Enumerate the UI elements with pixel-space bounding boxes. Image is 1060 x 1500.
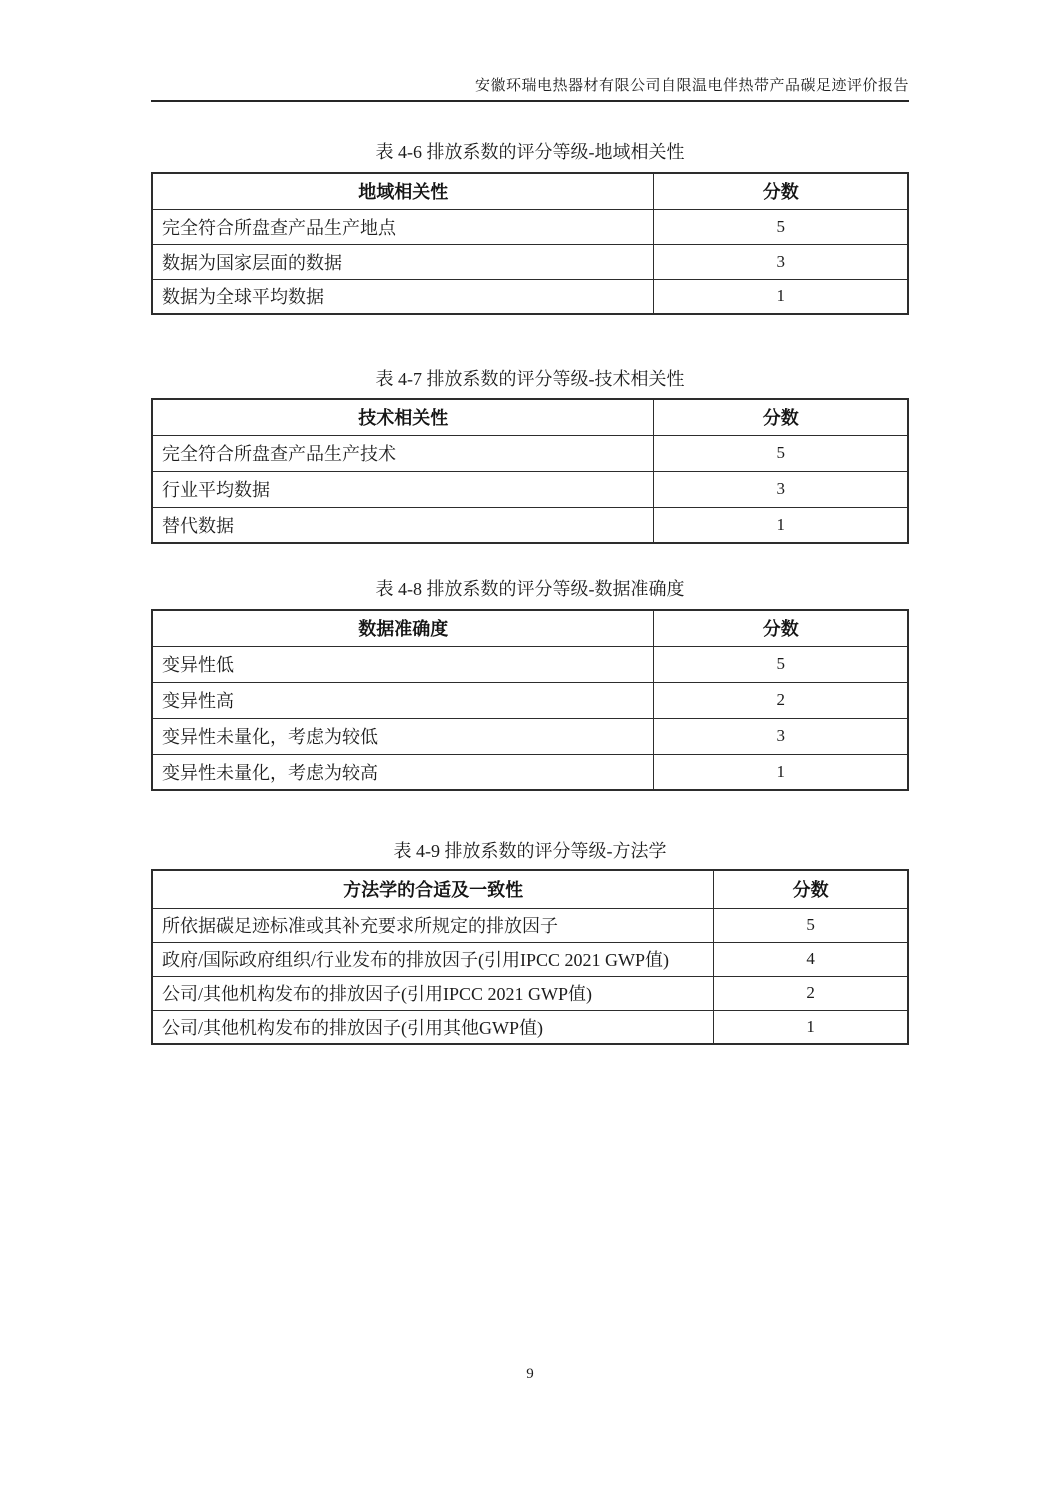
score-cell: 4 [714,942,908,976]
score-cell: 3 [654,718,908,754]
table-4-8-score-header: 分数 [654,610,908,646]
score-cell: 3 [654,471,908,507]
criteria-cell: 替代数据 [152,507,654,543]
table-row [152,1010,908,1044]
score-cell: 2 [654,682,908,718]
criteria-cell: 完全符合所盘查产品生产地点 [152,209,654,244]
score-cell: 1 [654,507,908,543]
table-row [152,244,908,279]
table-row [152,754,908,790]
table-4-8-header-row [152,610,908,646]
table-4-9 [151,869,909,1045]
table-row [152,646,908,682]
criteria-cell: 变异性高 [152,682,654,718]
table-4-6-criteria-header: 地域相关性 [152,173,654,209]
table-row [152,435,908,471]
table-4-9-header-row [152,870,908,908]
table-4-7-score-header: 分数 [654,399,908,435]
table-4-9-title: 表 4-9 排放系数的评分等级-方法学 [393,841,667,861]
table-4-6 [151,172,909,315]
table-row [152,942,908,976]
criteria-cell: 变异性未量化，考虑为较低 [152,718,654,754]
score-cell: 5 [654,435,908,471]
criteria-cell: 变异性低 [152,646,654,682]
document-header: 安徽环瑞电热器材有限公司自限温电伴热带产品碳足迹评价报告 [151,0,909,102]
score-cell: 1 [654,279,908,314]
score-cell: 5 [654,209,908,244]
table-row [152,908,908,942]
table-4-6-title: 表 4-6 排放系数的评分等级-地域相关性 [375,142,685,162]
score-cell: 5 [654,646,908,682]
criteria-cell: 行业平均数据 [152,471,654,507]
table-4-9-criteria-header: 方法学的合适及一致性 [152,870,714,908]
criteria-cell: 公司/其他机构发布的排放因子(引用IPCC 2021 GWP值) [152,976,714,1010]
table-4-7 [151,398,909,544]
score-cell: 1 [654,754,908,790]
table-4-6-header-row [152,173,908,209]
table-row [152,507,908,543]
table-4-9-score-header: 分数 [714,870,908,908]
criteria-cell: 公司/其他机构发布的排放因子(引用其他GWP值) [152,1010,714,1044]
table-4-7-header-row [152,399,908,435]
page-number: 9 [526,1366,534,1382]
page-content [151,0,909,1045]
table-row [152,471,908,507]
table-row [152,976,908,1010]
score-cell: 1 [714,1010,908,1044]
table-row [152,279,908,314]
table-4-7-title: 表 4-7 排放系数的评分等级-技术相关性 [375,369,685,389]
criteria-cell: 政府/国际政府组织/行业发布的排放因子(引用IPCC 2021 GWP值) [152,942,714,976]
table-4-8-criteria-header: 数据准确度 [152,610,654,646]
table-row [152,209,908,244]
table-row [152,718,908,754]
score-cell: 3 [654,244,908,279]
criteria-cell: 变异性未量化，考虑为较高 [152,754,654,790]
table-4-8-title: 表 4-8 排放系数的评分等级-数据准确度 [375,579,685,599]
table-4-8 [151,609,909,791]
score-cell: 5 [714,908,908,942]
table-4-6-score-header: 分数 [654,173,908,209]
score-cell: 2 [714,976,908,1010]
table-4-7-criteria-header: 技术相关性 [152,399,654,435]
criteria-cell: 数据为国家层面的数据 [152,244,654,279]
criteria-cell: 数据为全球平均数据 [152,279,654,314]
criteria-cell: 完全符合所盘查产品生产技术 [152,435,654,471]
criteria-cell: 所依据碳足迹标准或其补充要求所规定的排放因子 [152,908,714,942]
table-row [152,682,908,718]
